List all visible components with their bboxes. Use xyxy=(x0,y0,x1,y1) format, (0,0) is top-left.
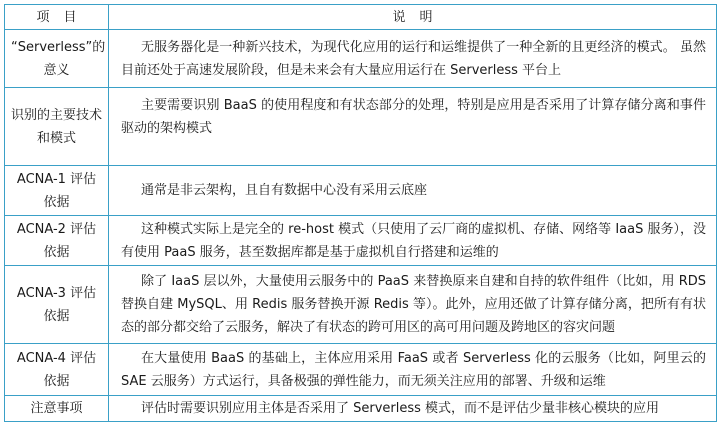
row-value-text: 这种模式实际上是完全的 re-host 模式（只使用了云厂商的虚拟机、存储、网络等 IaaS 服务），没有使用 PaaS 服务，甚至数据库都是基于虚拟机自行搭建和运维的 xyxy=(121,221,706,260)
row-value xyxy=(109,88,717,166)
row-value xyxy=(109,166,717,216)
row-value-text: 评估时需要识别应用主体是否采用了 Serverless 模式，而不是评估少量非核心模块的应用 xyxy=(141,401,660,416)
row-value xyxy=(109,344,717,396)
row-key: 识别的主要技术和模式 xyxy=(5,88,109,166)
row-value-text: 通常是非云架构，且自有数据中心没有采用云底座 xyxy=(141,183,428,198)
row-key: ACNA-3 评估依据 xyxy=(5,266,109,344)
row-value xyxy=(109,216,717,266)
row-key: “Serverless”的意义 xyxy=(5,30,109,88)
table-row xyxy=(5,216,717,266)
row-value-text: 除了 IaaS 层以外，大量使用云服务中的 PaaS 来替换原来自建和自持的软件组件（比如，用 RDS 替换自建 MySQL、用 Redis 服务替换开源 Redis 等）。此外，应用还做了计算存储分离，把所有有状态的部分都交给了云服务，解决了有状态的跨可用区的高可用问题及跨地区的容灾问题 xyxy=(121,274,706,335)
row-key: ACNA-4 评估依据 xyxy=(5,344,109,396)
row-key: ACNA-1 评估依据 xyxy=(5,166,109,216)
table-row xyxy=(5,266,717,344)
table-header-row xyxy=(5,5,717,30)
header-description: 说明 xyxy=(109,5,717,30)
header-item: 项目 xyxy=(5,5,109,30)
row-value-text: 在大量使用 BaaS 的基础上，主体应用采用 FaaS 或者 Serverless 化的云服务（比如，阿里云的 SAE 云服务）方式运行，具备极强的弹性能力，而无须关注应用的部署、升级和运维 xyxy=(121,350,706,389)
row-value-text: 无服务器化是一种新兴技术，为现代化应用的运行和运维提供了一种全新的且更经济的模式。 虽然目前还处于高速发展阶段，但是未来会有大量应用运行在 Serverless 平台上 xyxy=(121,39,706,78)
table-row xyxy=(5,88,717,166)
table-row xyxy=(5,166,717,216)
table-row xyxy=(5,30,717,88)
table-row xyxy=(5,344,717,396)
serverless-assessment-table xyxy=(4,4,717,422)
row-value-text: 主要需要识别 BaaS 的使用程度和有状态部分的处理，特别是应用是否采用了计算存储分离和事件驱动的架构模式 xyxy=(121,98,706,136)
row-value xyxy=(109,30,717,88)
row-key: 注意事项 xyxy=(5,396,109,422)
row-key: ACNA-2 评估依据 xyxy=(5,216,109,266)
table-row xyxy=(5,396,717,422)
row-value xyxy=(109,396,717,422)
row-value xyxy=(109,266,717,344)
